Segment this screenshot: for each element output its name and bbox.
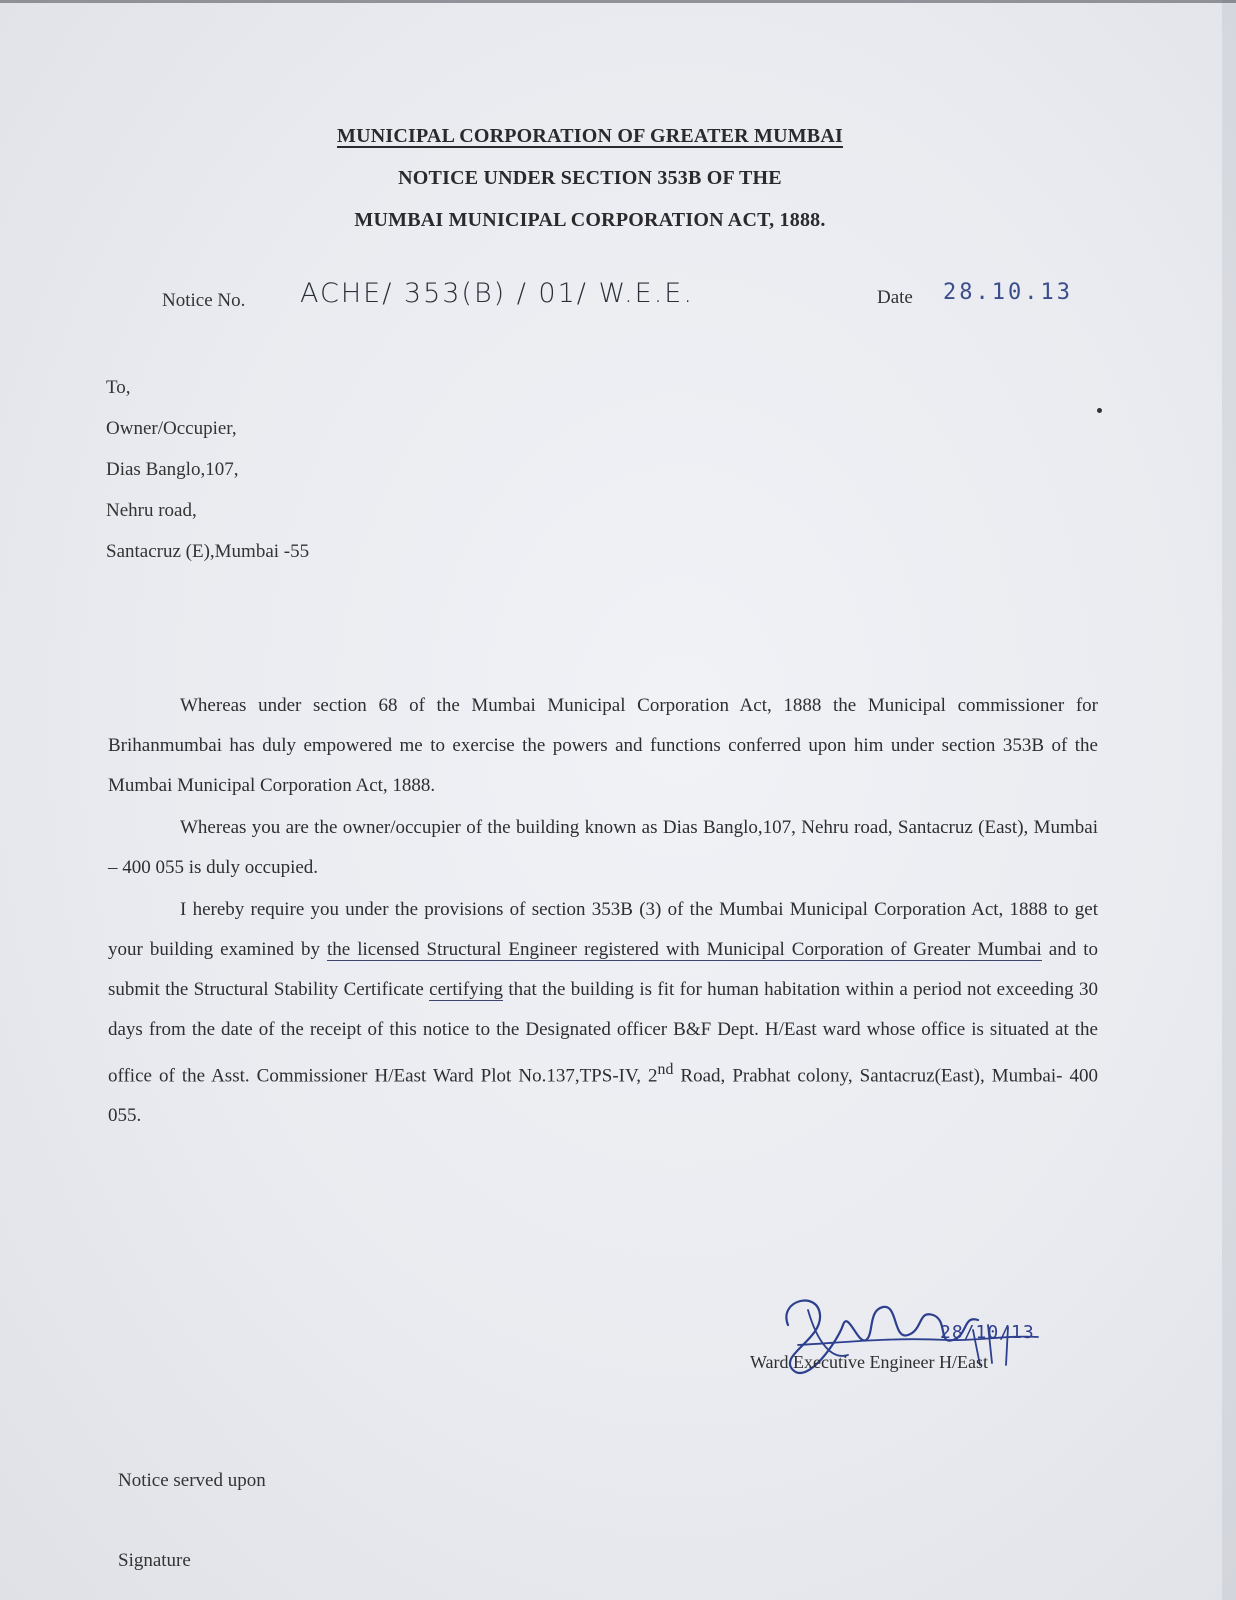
paragraph-2: Whereas you are the owner/occupier of the building known as Dias Banglo,107, Nehru road, Santacruz (East), Mumbai – 400 055 is duly occupied. [108, 817, 1098, 878]
paragraph-1: Whereas under section 68 of the Mumbai Municipal Corporation Act, 1888 the Municipal commissioner for Brihanmumbai has duly empowered me to exercise the powers and functions conferred upon him under section 353B of the Mumbai Municipal Corporation Act, 1888. [108, 695, 1098, 796]
ink-speck [1097, 408, 1102, 413]
address-line: Dias Banglo,107, [106, 459, 239, 480]
address-line: Santacruz (E),Mumbai -55 [106, 541, 310, 562]
address-line: Owner/Occupier, [106, 418, 237, 439]
header-line-3: MUMBAI MUNICIPAL CORPORATION ACT, 1888. [354, 209, 826, 231]
signature-date: 28/10/13 [940, 1322, 1035, 1343]
notice-served-label: Notice served upon [118, 1470, 266, 1491]
date-value: 28.10.13 [943, 280, 1073, 305]
right-edge-shadow [1222, 0, 1236, 1600]
document-header [0, 115, 1180, 241]
header-line-1: MUNICIPAL CORPORATION OF GREATER MUMBAI [337, 125, 843, 147]
address-block [106, 367, 309, 572]
notice-body [108, 686, 1098, 1136]
signatory-caption-text: Ward Executive Engineer H/East [750, 1352, 988, 1372]
handwritten-underline-text: certifying [429, 979, 503, 1000]
address-line: Nehru road, [106, 500, 197, 521]
notice-number-label: Notice No. [162, 290, 246, 311]
header-line-2: NOTICE UNDER SECTION 353B OF THE [398, 167, 782, 189]
notice-number-value: ACHE/ 353(B) / 01/ W.E.E. [300, 278, 694, 309]
address-line: To, [106, 377, 131, 398]
handwritten-underline-text: the licensed Structural Engineer registered with Municipal Corporation of Greater Mumbai [327, 939, 1042, 960]
signature-label: Signature [118, 1550, 191, 1571]
signatory-designation [750, 1352, 988, 1373]
paragraph-3: I hereby require you under the provisions of section 353B (3) of the Mumbai Municipal Corporation Act, 1888 to get your building examined by the licensed Structural Engineer registered with Municipal Corporation of Greater Mumbai and to submit the Structural Stability Certificate certifying that the building is fit for human habitation within a period not exceeding 30 days from the date of the receipt of this notice to the Designated officer B&F Dept. H/East ward whose office is situated at the office of the Asst. Commissioner H/East Ward Plot No.137,TPS-IV, 2nd Road, Prabhat colony, Santacruz(East), Mumbai- 400 055. [108, 899, 1099, 1127]
date-label: Date [877, 287, 913, 308]
top-edge-shadow [0, 0, 1236, 3]
